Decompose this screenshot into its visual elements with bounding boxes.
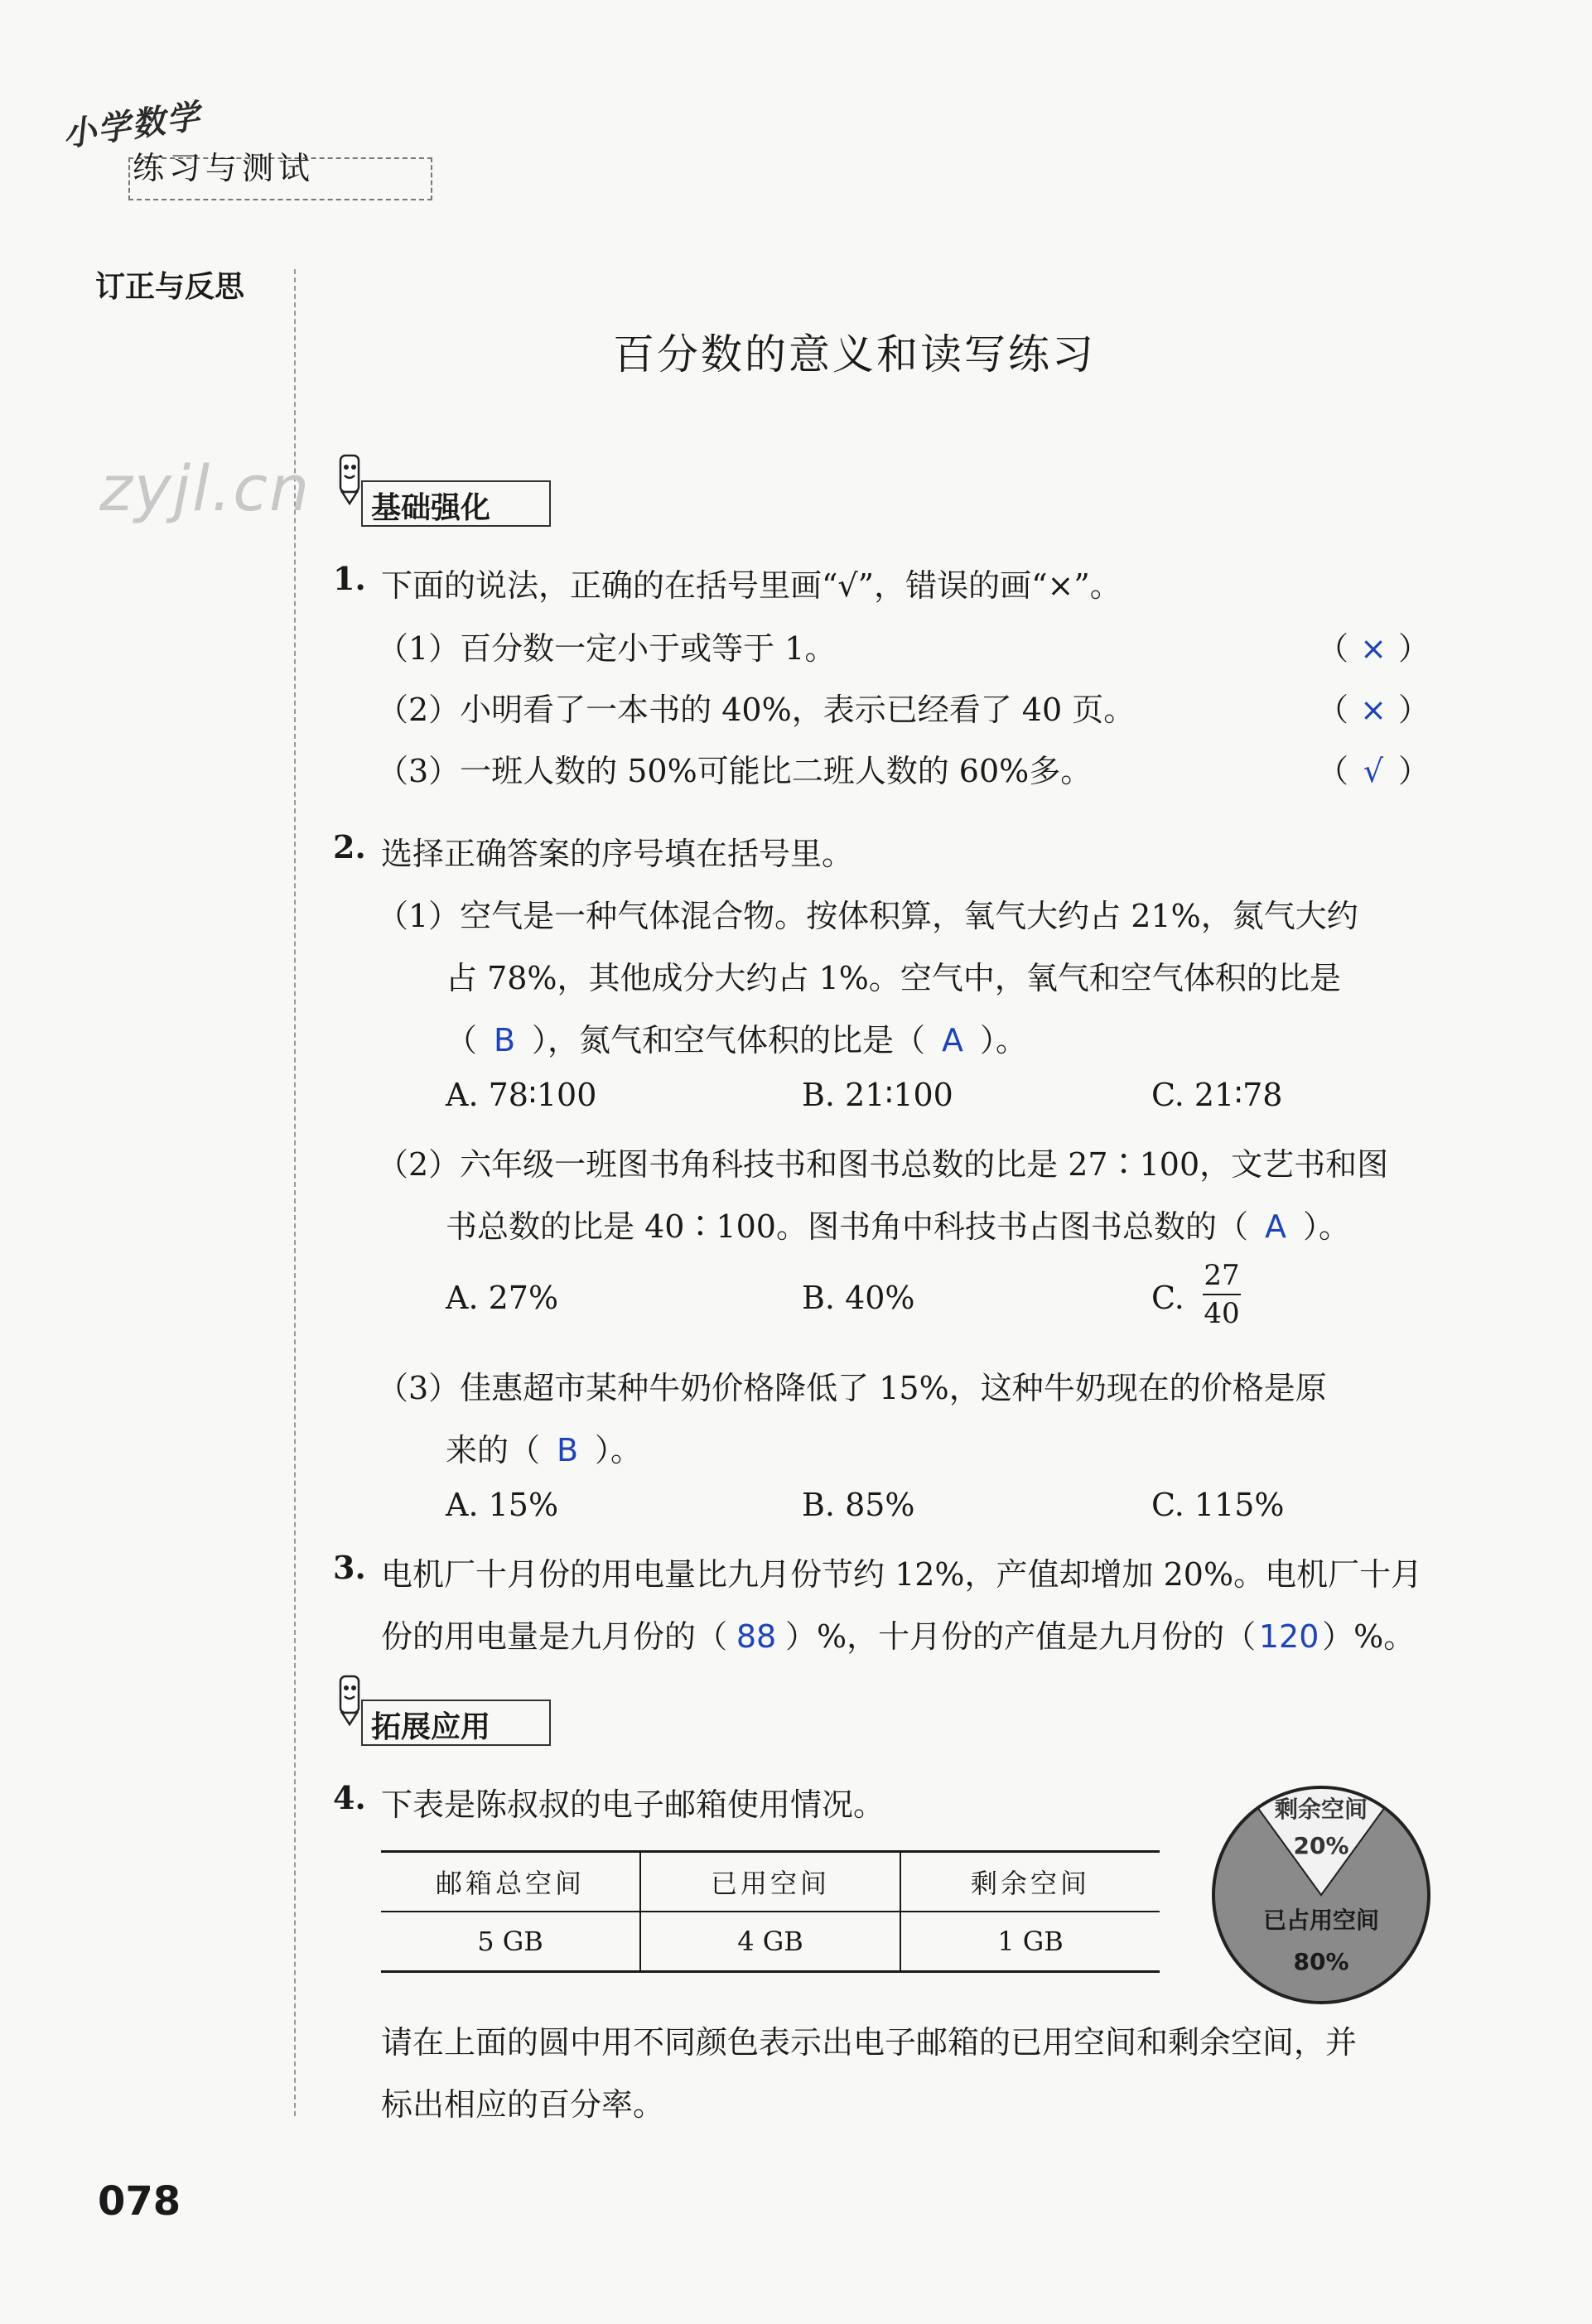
fraction-numerator: 27 [1204,1259,1240,1292]
q2-sub1-option-c: C. 21∶78 [1151,1077,1283,1113]
q2-sub2-line2a: 书总数的比是 40∶100。图书角中科技书占图书总数的（ [446,1208,1248,1245]
q4-instruction-line2: 标出相应的百分率。 [381,2086,665,2123]
q2-sub1-line2: 占 78%，其他成分大约占 1%。空气中，氧气和空气体积的比是 [446,960,1341,996]
q2-sub1-line3c: ）。 [980,1022,1028,1058]
q2-sub1-line3a: （ [446,1022,478,1058]
q1-item-2: （2）小明看了一本书的 40%，表示已经看了 40 页。 [377,692,1136,728]
pencil-mascot-icon [335,1675,364,1726]
q2-sub2-line1: （2）六年级一班图书角科技书和图书总数的比是 27∶100，文艺书和图 [377,1146,1389,1183]
pie-label-used: 已占用空间 [1262,1907,1380,1934]
section-title-basic: 基础强化 [371,491,491,525]
series-title: 练习与测试 [133,150,316,186]
q2-sub2-option-c-fraction [1203,1259,1241,1330]
q1-answer-2: × [1360,692,1387,728]
q2-sub2-line2 [446,1201,1350,1246]
q1-prompt: 下面的说法，正确的在括号里画“√”，错误的画“×”。 [381,567,1122,604]
pencil-mascot-icon [335,454,364,505]
q1-item-1: （1）百分数一定小于或等于 1。 [377,630,837,667]
q1-answer-1: × [1360,630,1387,667]
q2-sub2-option-a: A. 27% [446,1280,559,1316]
q4-prompt: 下表是陈叔叔的电子邮箱使用情况。 [381,1786,885,1823]
table-header-total: 邮箱总空间 [381,1853,640,1912]
table-header-used: 已用空间 [640,1853,900,1912]
q4-number: 4. [333,1779,366,1816]
table-cell-used: 4 GB [640,1912,900,1970]
q1-answer-2-paren: （ × ） [1317,692,1430,728]
q3-answer-1: 88 [736,1618,777,1655]
q3-line2b: ）%，十月份的产值是九月份的（ [785,1618,1257,1655]
table-header-remaining: 剩余空间 [900,1853,1160,1912]
q2-sub1-option-b: B. 21∶100 [802,1077,953,1113]
q1-number: 1. [333,560,366,597]
pie-label-remaining: 剩余空间 [1274,1796,1368,1823]
series-subtitle: 小学数学 [60,97,204,155]
watermark: zyjl.cn [99,451,311,525]
margin-divider [294,269,296,2116]
q2-sub1-line3b: ），氮气和空气体积的比是（ [532,1022,926,1058]
mailbox-table [381,1853,1160,1970]
q2-sub3-line2a: 来的（ [446,1432,541,1468]
q2-sub3-line2b: ）。 [595,1432,643,1468]
q3-line2c: ）%。 [1322,1618,1416,1655]
q3-line2 [381,1611,1415,1656]
q2-sub3-answer: B [556,1432,579,1468]
q2-sub1-line1: （1）空气是一种气体混合物。按体积算，氧气大约占 21%，氮气大约 [377,898,1358,934]
q2-sub2-answer: A [1264,1208,1286,1245]
q2-sub2-option-b: B. 40% [802,1280,915,1316]
q2-sub2-option-c-label: C. [1151,1280,1184,1316]
q3-answer-2: 120 [1258,1618,1319,1655]
storage-pie-chart [1205,1779,1437,2011]
q1-item-3: （3）一班人数的 50%可能比二班人数的 60%多。 [377,753,1093,789]
q3-line2a: 份的用电量是九月份的（ [381,1618,728,1655]
q4-instruction-line1: 请在上面的圆中用不同颜色表示出电子邮箱的已用空间和剩余空间，并 [381,2024,1358,2061]
fraction-bar [1203,1294,1241,1295]
q2-sub3-option-a: A. 15% [446,1487,559,1523]
table-header-row [381,1853,1160,1912]
q1-answer-3: √ [1363,753,1384,789]
q2-prompt: 选择正确答案的序号填在括号里。 [381,836,854,872]
section-title-extend: 拓展应用 [371,1710,491,1744]
q2-sub3-line2 [446,1425,642,1470]
q2-sub1-answer-2: A [942,1022,964,1058]
q3-line1: 电机厂十月份的用电量比九月份节约 12%，产值却增加 20%。电机厂十月 [381,1556,1423,1593]
table-cell-total: 5 GB [477,1926,543,1957]
pie-value-used: 80% [1293,1948,1349,1975]
pie-value-remaining: 20% [1293,1832,1349,1859]
q2-sub3-line1: （3）佳惠超市某种牛奶价格降低了 15%，这种牛奶现在的价格是原 [377,1370,1327,1406]
q3-number: 3. [333,1549,366,1586]
q2-sub2-line2b: ）。 [1302,1208,1350,1245]
q1-answer-3-paren: （ √ ） [1317,753,1430,789]
q2-sub3-option-c: C. 115% [1151,1487,1285,1523]
fraction-denominator: 40 [1204,1297,1240,1330]
page-number: 078 [98,2178,181,2225]
q2-sub1-line3 [446,1015,1027,1060]
q2-number: 2. [333,828,366,865]
mailbox-table-wrap [381,1850,1160,1973]
table-row [381,1912,1160,1970]
page-title: 百分数的意义和读写练习 [613,330,1096,378]
table-cell-remaining: 1 GB [900,1912,1160,1970]
q1-answer-1-paren: （ × ） [1317,630,1430,667]
q2-sub3-option-b: B. 85% [802,1487,915,1523]
q2-sub1-answer-1: B [493,1022,516,1058]
q2-sub1-option-a: A. 78∶100 [446,1077,597,1113]
margin-label: 订正与反思 [95,270,245,304]
